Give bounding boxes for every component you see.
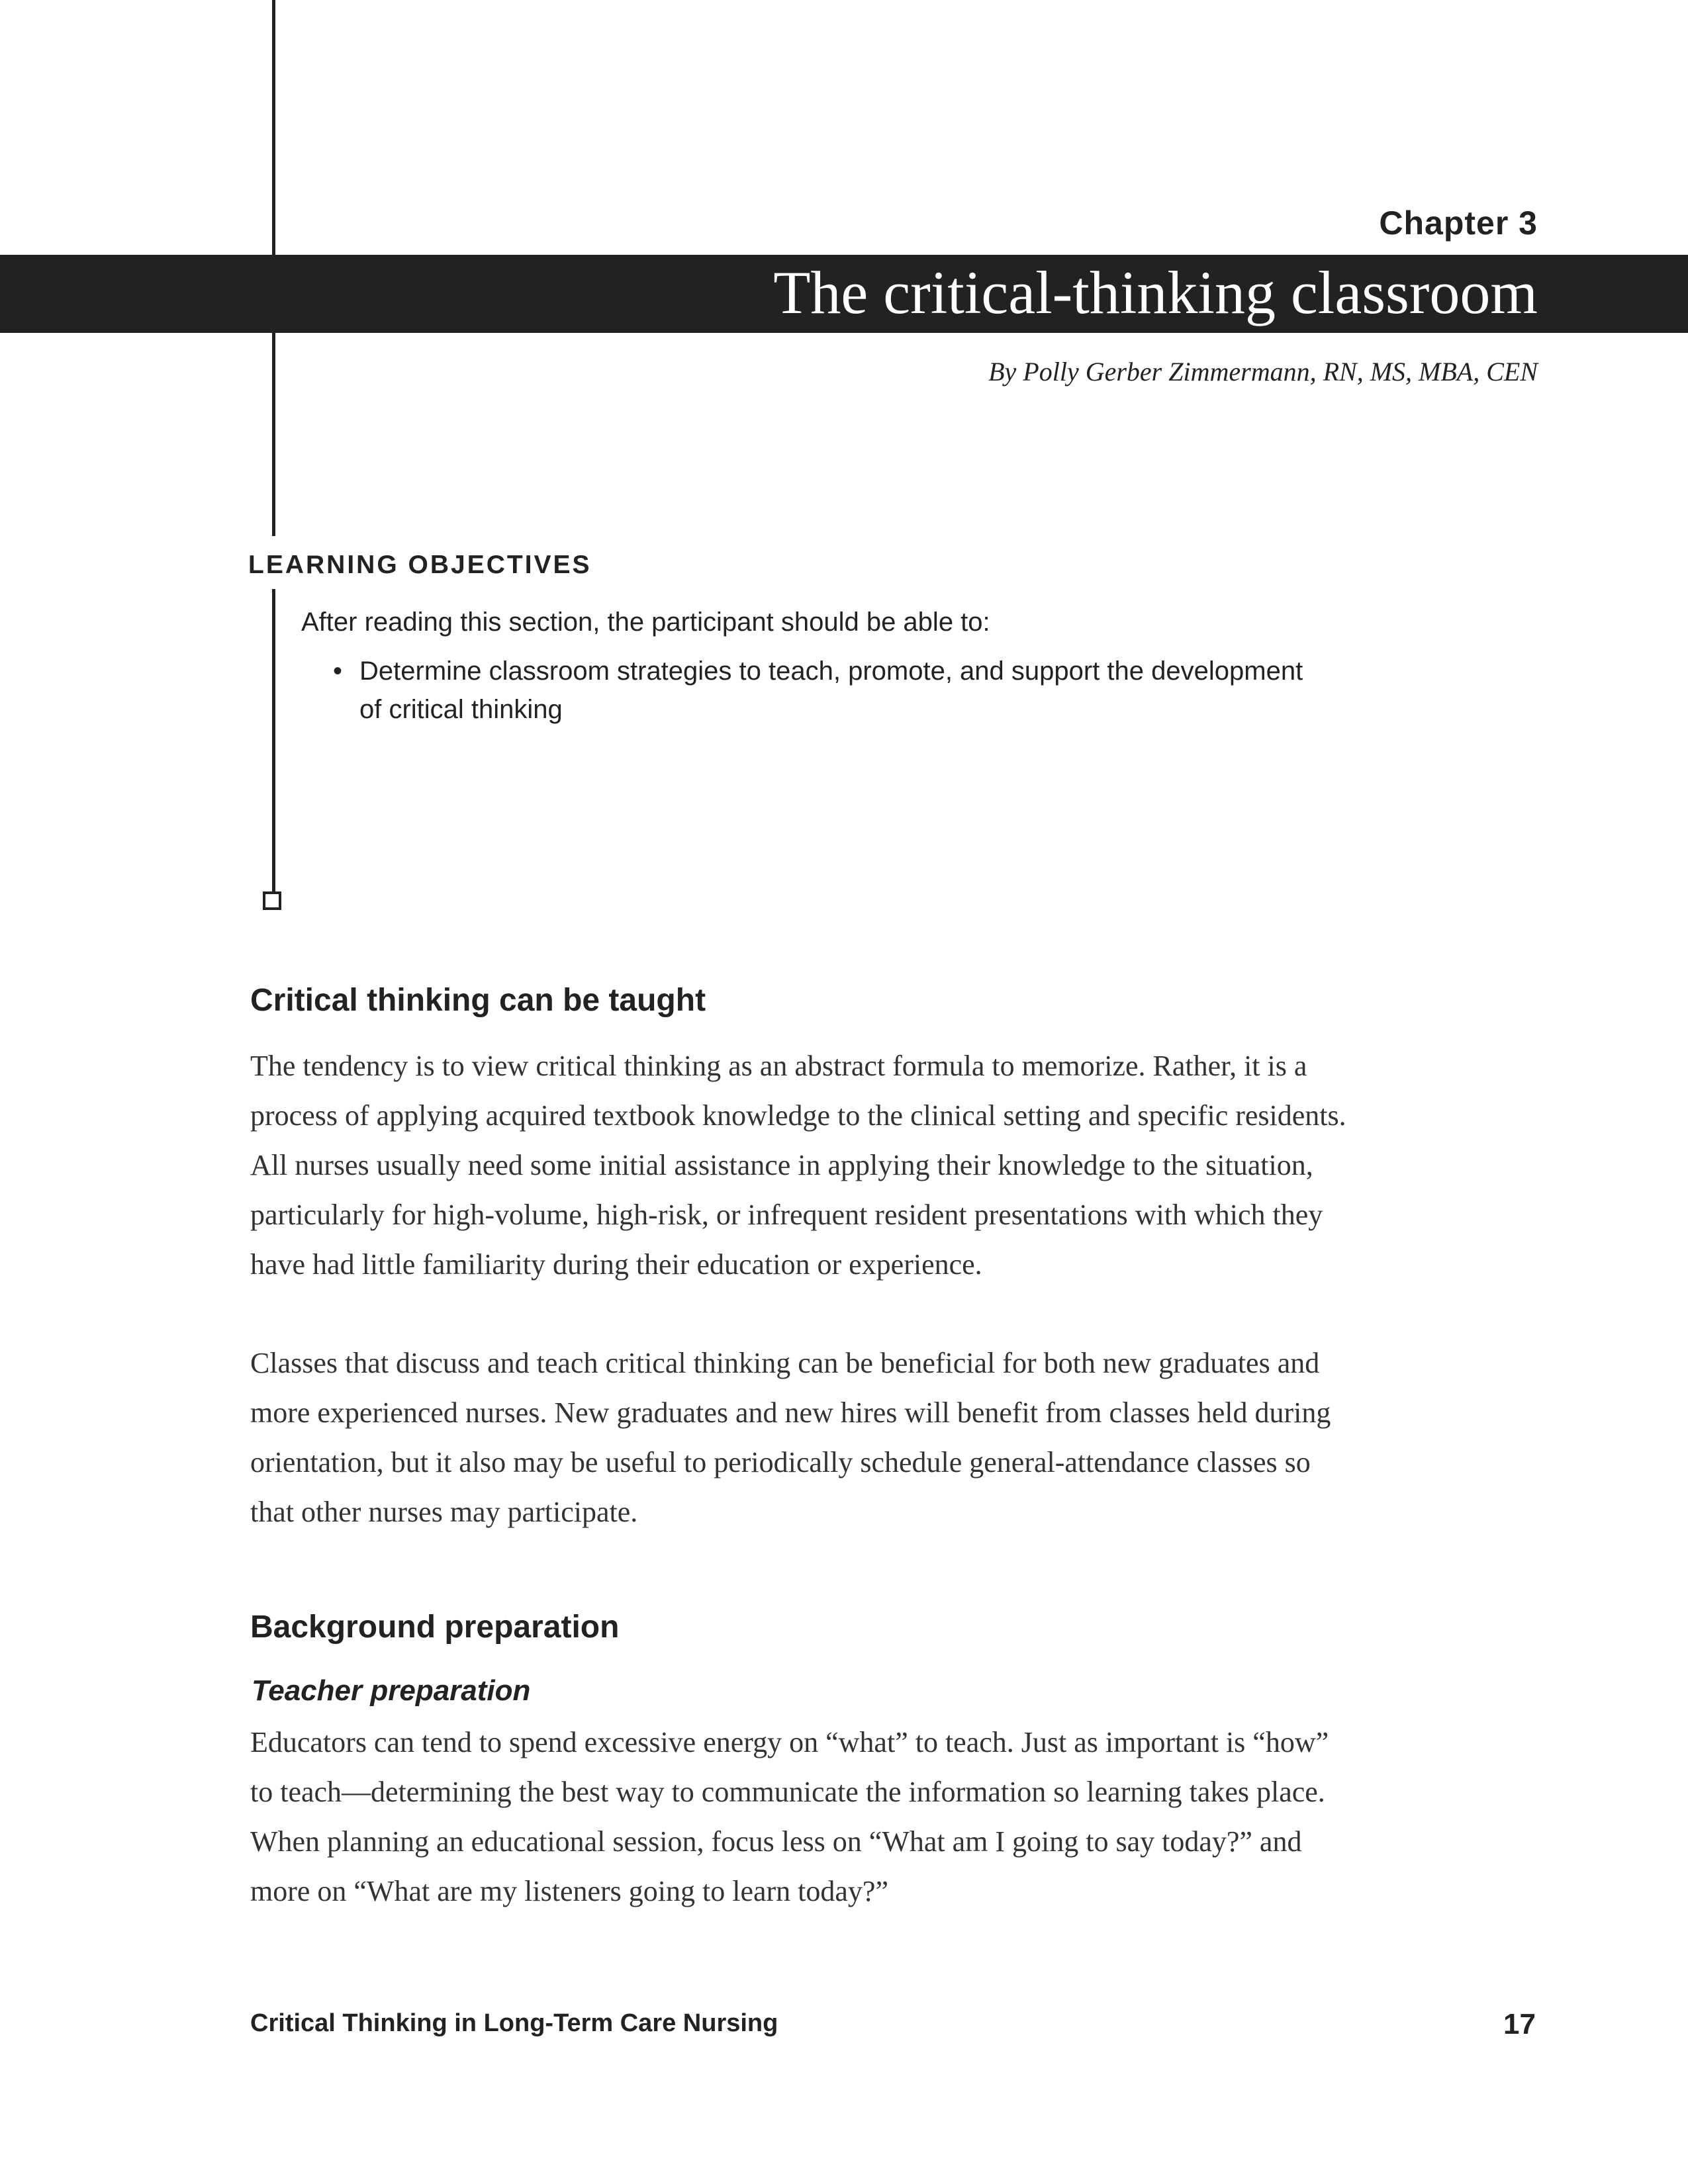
paragraph-line: All nurses usually need some initial assistance in applying their knowledge to the situation, — [250, 1149, 1313, 1181]
rule-end-square-icon — [263, 891, 281, 910]
chapter-title: The critical-thinking classroom — [773, 259, 1538, 326]
paragraph-line: process of applying acquired textbook knowledge to the clinical setting and specific residents. — [250, 1099, 1346, 1132]
vertical-rule-bottom — [272, 589, 275, 891]
learning-objective-line: of critical thinking — [359, 695, 563, 724]
paragraph-line: orientation, but it also may be useful to periodically schedule general-attendance classes so — [250, 1446, 1311, 1479]
paragraph-line: particularly for high-volume, high-risk, or infrequent resident presentations with which they — [250, 1199, 1323, 1231]
paragraph-line: more experienced nurses. New graduates and new hires will benefit from classes held during — [250, 1396, 1331, 1429]
byline: By Polly Gerber Zimmermann, RN, MS, MBA, CEN — [988, 357, 1538, 387]
paragraph-line: When planning an educational session, focus less on “What am I going to say today?” and — [250, 1825, 1302, 1858]
footer-book-title: Critical Thinking in Long-Term Care Nursing — [250, 2009, 778, 2037]
paragraph-line: more on “What are my listeners going to learn today?” — [250, 1875, 888, 1907]
paragraph-line: The tendency is to view critical thinking as an abstract formula to memorize. Rather, it is a — [250, 1050, 1307, 1082]
sub-heading: Teacher preparation — [252, 1674, 531, 1707]
section-heading: Critical thinking can be taught — [250, 983, 706, 1018]
paragraph-line: to teach—determining the best way to communicate the information so learning takes place. — [250, 1776, 1325, 1808]
paragraph-line: Educators can tend to spend excessive energy on “what” to teach. Just as important is “how” — [250, 1726, 1329, 1758]
paragraph-line: Classes that discuss and teach critical thinking can be beneficial for both new graduates and — [250, 1347, 1320, 1379]
paragraph-line: that other nurses may participate. — [250, 1496, 638, 1528]
chapter-label: Chapter 3 — [1379, 205, 1538, 242]
learning-objective-text — [359, 652, 1458, 729]
learning-objective-line: Determine classroom strategies to teach, promote, and support the development — [359, 657, 1303, 686]
learning-objective-item — [333, 652, 1472, 729]
paragraph-line: have had little familiarity during their education or experience. — [250, 1248, 982, 1281]
learning-objectives-heading: LEARNING OBJECTIVES — [248, 551, 592, 579]
bullet-icon: • — [333, 657, 343, 686]
learning-objectives-intro: After reading this section, the participant should be able to: — [301, 608, 990, 637]
section-heading: Background preparation — [250, 1610, 620, 1645]
page-number: 17 — [1503, 2008, 1536, 2040]
paragraph — [250, 1338, 1508, 1537]
paragraph — [250, 1041, 1508, 1289]
paragraph — [250, 1717, 1508, 1916]
